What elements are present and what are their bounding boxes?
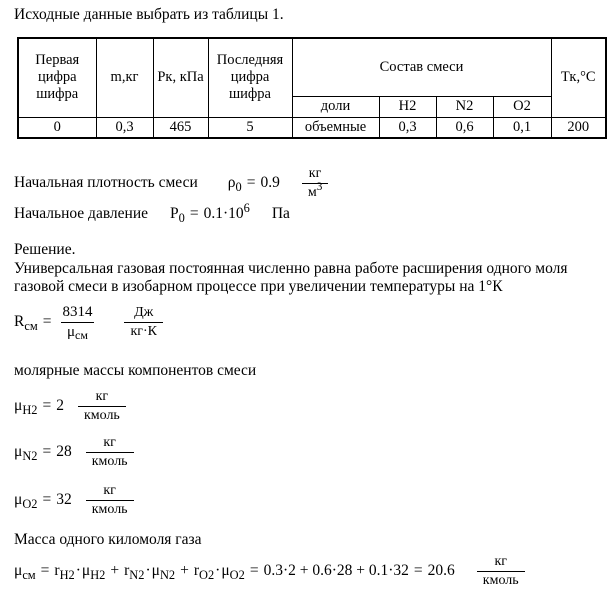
mixture-t3-r: r: [193, 562, 200, 579]
molar-o2-formula: [14, 480, 134, 520]
gas-constant-symbol-sub: см: [24, 319, 38, 334]
cell-first-digit: 0: [18, 117, 96, 138]
molar-n2-unit-denominator: кмоль: [86, 452, 134, 470]
mixture-t1-r-sub: H2: [59, 568, 75, 583]
cell-last-digit: 5: [208, 117, 292, 138]
molar-title: молярные массы компонентов смеси: [14, 362, 257, 379]
header-h2: H2: [379, 96, 436, 117]
header-last-digit: Последняя цифра шифра: [208, 38, 292, 117]
header-tk: Тк,°С: [551, 38, 606, 117]
density-unit-den-base: м: [307, 184, 317, 200]
gas-constant-symbol-base: R: [14, 313, 25, 330]
mixture-unit-fraction: [477, 554, 525, 588]
density-unit-denominator: [302, 180, 328, 201]
molar-h2-unit-fraction: [78, 389, 126, 423]
header-o2: O2: [493, 96, 551, 117]
mixture-t1-mu-sub: H2: [90, 568, 106, 583]
molar-n2-symbol: [14, 443, 38, 464]
molar-o2-equals: =: [42, 491, 52, 508]
gas-constant-unit-numerator: Дж: [134, 304, 154, 320]
mixture-t2-r-sub: N2: [129, 568, 145, 583]
molar-o2-symbol-base: μ: [14, 491, 23, 508]
mixture-t2-r: r: [124, 562, 130, 579]
solution-paragraph-line1: Универсальная газовая постоянная численно равна работе расширения одного моля: [14, 260, 568, 277]
mixture-term-h2: [54, 562, 106, 583]
header-first-digit: Первая цифра шифра: [18, 38, 96, 117]
mixture-t1-r: r: [54, 562, 60, 579]
data-table: [17, 37, 607, 139]
mixture-t1-dot: ·: [75, 562, 81, 579]
gas-constant-unit-fraction: [124, 305, 163, 339]
molar-h2-symbol: [14, 397, 38, 418]
mixture-term-o2: [193, 562, 245, 583]
density-symbol: [227, 174, 242, 195]
molar-n2-value: 28: [56, 443, 72, 460]
molar-h2-equals: =: [42, 397, 52, 414]
mixture-t3-mu-sub: O2: [229, 568, 245, 583]
mixture-t2-mu: μ: [151, 562, 160, 579]
molar-h2-unit-numerator: кг: [95, 388, 109, 404]
gas-constant-fraction: [56, 304, 98, 341]
molar-n2-unit-numerator: кг: [103, 434, 116, 450]
mixture-result: 20.6: [427, 562, 455, 579]
mixture-calc: 0.3·2 + 0.6·28 + 0.1·32: [263, 562, 409, 579]
mixture-unit-denominator: кмоль: [477, 571, 525, 589]
header-mass: m,кг: [96, 38, 153, 117]
pressure-symbol: [170, 205, 185, 226]
density-label: Начальная плотность смеси: [14, 174, 198, 191]
molar-n2-formula: [14, 432, 134, 472]
mixture-plus2: +: [180, 562, 189, 579]
molar-o2-symbol-sub: O2: [22, 497, 38, 512]
density-equals: =: [246, 174, 256, 191]
density-value: 0.9: [260, 174, 280, 191]
header-fraction-type: доли: [292, 96, 379, 117]
molar-n2-equals: =: [42, 443, 52, 460]
table-row: [18, 117, 606, 138]
density-symbol-base: ρ: [227, 174, 236, 191]
density-unit-den-exponent: 3: [316, 180, 323, 193]
cell-fraction-type: объемные: [292, 117, 379, 138]
pressure-symbol-sub: 0: [178, 211, 185, 226]
gas-constant-unit-denominator: кг·К: [124, 322, 163, 340]
mixture-t3-dot: ·: [215, 562, 221, 579]
cell-tk: 200: [551, 117, 606, 138]
cell-n2: 0,6: [436, 117, 493, 138]
mixture-t1-mu: μ: [81, 562, 91, 579]
mixture-t3-mu: μ: [221, 562, 230, 579]
header-n2: N2: [436, 96, 493, 117]
pressure-mantissa: 0.1·10: [203, 205, 244, 222]
gas-constant-denominator: [61, 322, 94, 341]
molar-h2-formula: [14, 386, 126, 426]
cell-o2: 0,1: [493, 117, 551, 138]
molar-n2-symbol-sub: N2: [22, 449, 38, 464]
gas-constant-den-sub: см: [75, 328, 88, 343]
molar-n2-unit-fraction: [86, 435, 134, 469]
intro-text: Исходные данные выбрать из таблицы 1.: [14, 6, 284, 23]
molar-o2-value: 32: [56, 491, 72, 508]
molar-o2-symbol: [14, 491, 38, 512]
pressure-value: [203, 200, 250, 223]
mixture-lhs: [14, 562, 36, 583]
cell-mass: 0,3: [96, 117, 153, 138]
solution-title: Решение.: [14, 241, 76, 258]
pressure-label: Начальное давление: [14, 205, 149, 222]
header-composition: Состав смеси: [292, 38, 551, 96]
pressure-equals: =: [189, 205, 199, 222]
mixture-t2-dot: ·: [145, 562, 151, 579]
gas-constant-den-symbol: μ: [66, 323, 75, 340]
mixture-unit-numerator: кг: [494, 553, 507, 569]
molar-n2-symbol-base: μ: [14, 443, 23, 460]
gas-constant-formula: [14, 300, 163, 344]
mixture-lhs-base: μ: [14, 562, 23, 579]
solution-paragraph-line2: газовой смеси в изобарном процессе при увеличении температуры на 1°К: [14, 278, 503, 295]
molar-o2-unit-fraction: [86, 483, 134, 517]
mixture-t2-mu-sub: N2: [159, 568, 176, 583]
gas-constant-numerator: 8314: [62, 303, 93, 320]
gas-constant-symbol: [14, 313, 38, 334]
density-unit-fraction: [302, 166, 328, 200]
mixture-eq2: =: [249, 562, 259, 579]
cell-h2: 0,3: [379, 117, 436, 138]
mixture-formula: [14, 551, 525, 591]
mixture-eq3: =: [413, 562, 423, 579]
mixture-plus1: +: [110, 562, 120, 579]
header-pk: Рк, кПа: [153, 38, 208, 117]
density-symbol-sub: 0: [235, 180, 242, 195]
mixture-lhs-sub: см: [22, 568, 36, 583]
molar-o2-unit-numerator: кг: [103, 482, 116, 498]
mixture-eq1: =: [40, 562, 50, 579]
mixture-term-n2: [124, 562, 176, 583]
molar-h2-value: 2: [56, 397, 64, 414]
mixture-t3-r-sub: O2: [199, 568, 215, 583]
density-unit-numerator: кг: [308, 165, 322, 181]
molar-h2-unit-denominator: кмоль: [78, 406, 126, 424]
molar-o2-unit-denominator: кмоль: [86, 500, 134, 518]
pressure-formula: [14, 198, 290, 230]
cell-pk: 465: [153, 117, 208, 138]
molar-h2-symbol-sub: H2: [22, 403, 38, 418]
mass-title: Масса одного киломоля газа: [14, 531, 202, 548]
pressure-exponent: 6: [243, 200, 250, 215]
pressure-symbol-base: P: [170, 205, 179, 222]
molar-h2-symbol-base: μ: [14, 397, 23, 414]
pressure-unit: Па: [271, 205, 290, 222]
gas-constant-equals: =: [42, 313, 52, 330]
